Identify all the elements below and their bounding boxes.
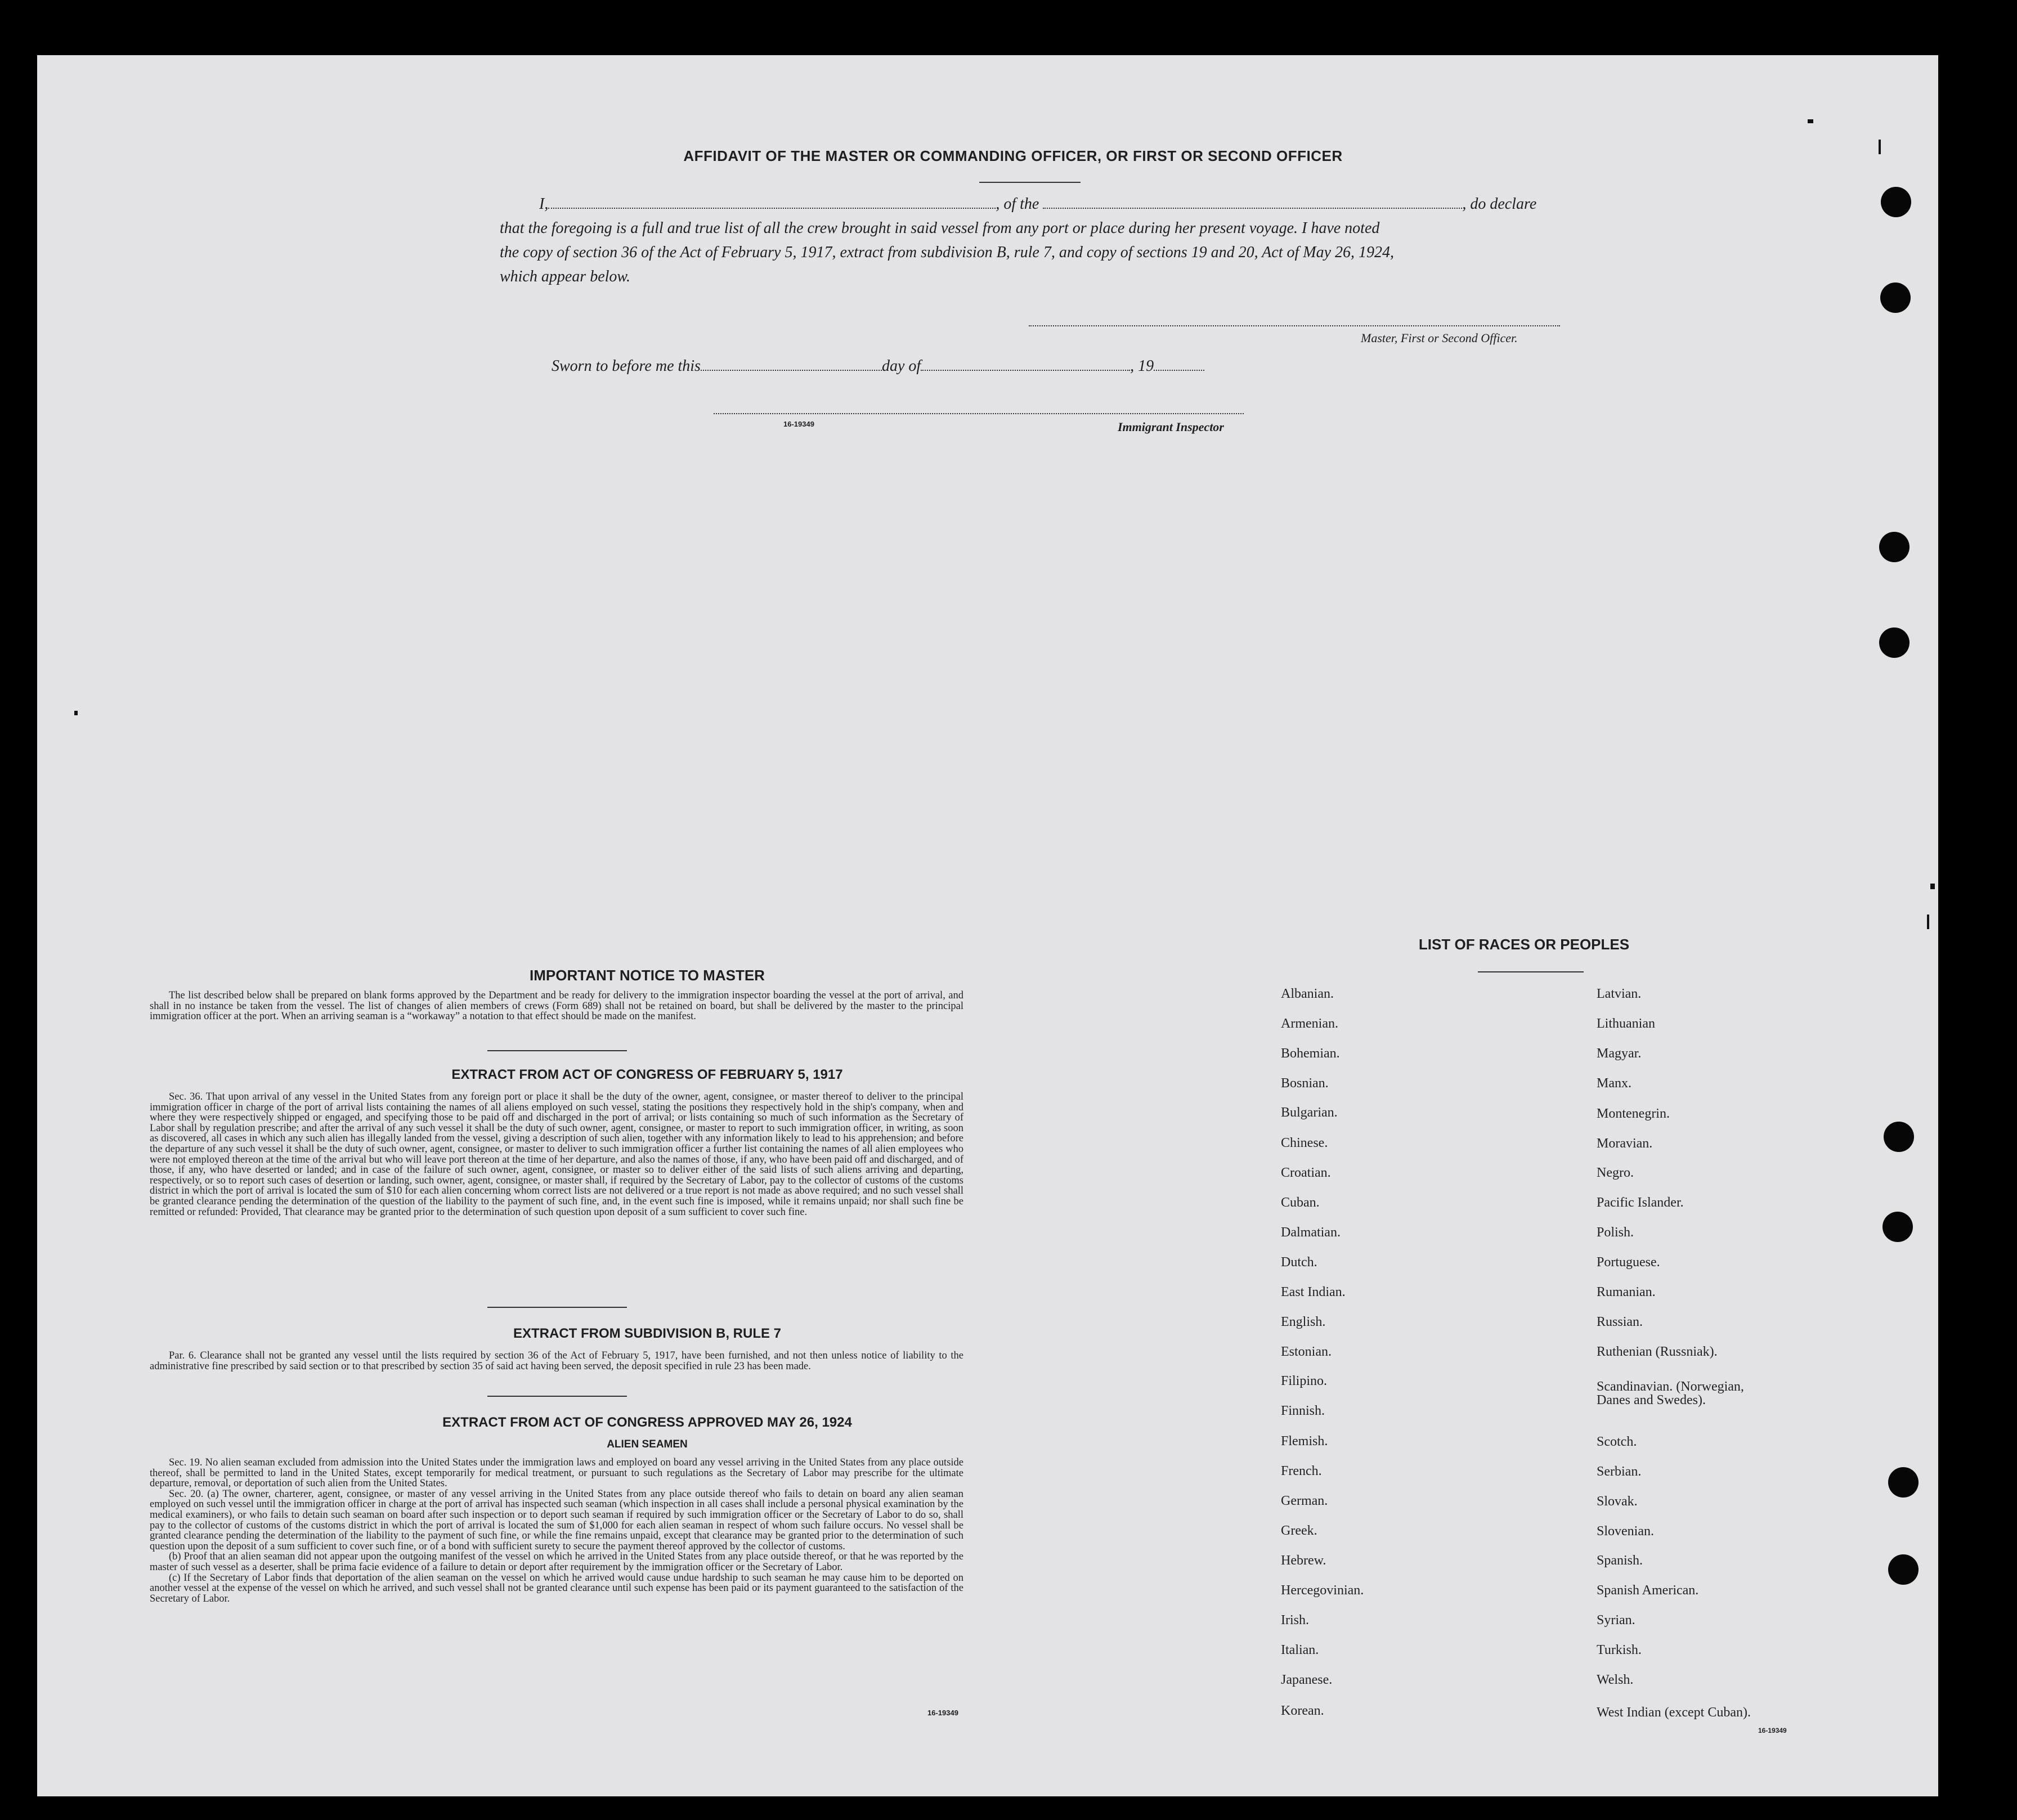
sec-20b-paragraph: (b) Proof that an alien seaman did not appear upon the outgoing manifest of the vessel on which he arrived in the United States from any place outside thereof, or that he was reported by the master of such vessel as a deserter, shall be prima facie evidence of a failure to detain or deport after requirement by the immigration officer or the Secretary of Labor. [150,1551,963,1573]
punch-hole [1882,1212,1913,1242]
race-item: Spanish American. [1597,1583,1699,1598]
race-item: Estonian. [1281,1344,1332,1359]
race-item: Hercegovinian. [1281,1583,1364,1598]
sworn-day-field[interactable] [701,358,882,371]
sec-19-paragraph: Sec. 19. No alien seaman excluded from admission into the United States under the immigration laws and employed on board any vessel arriving in the United States from any place outside thereof, shall be permitted to land in the United States, except temporarily for medical treatment, or pursuant to such regulations as the Secretary of Labor may prescribe for the ultimate departure, removal, or deportation of such alien from the United States. [150,1457,963,1490]
race-item: Scandinavian. (Norwegian, Danes and Swedes). [1597,1379,1744,1407]
punch-hole [1879,627,1910,658]
race-item: Scotch. [1597,1435,1637,1449]
race-item: Magyar. [1597,1046,1642,1061]
sworn-prefix: Sworn to before me this [552,357,701,375]
scan-mark [1879,140,1881,154]
races-form-number: 16-19349 [1758,1727,1787,1734]
race-item: Albanian. [1281,987,1334,1001]
race-item: Irish. [1281,1613,1309,1628]
race-item: Slovak. [1597,1494,1638,1509]
notice-divider [487,1050,627,1051]
punch-hole [1881,187,1911,217]
race-item: Lithuanian [1597,1016,1655,1031]
scan-mark [1927,915,1929,929]
race-item: Slovenian. [1597,1524,1654,1539]
race-item: Turkish. [1597,1643,1642,1657]
race-item: Italian. [1281,1643,1319,1657]
race-item: West Indian (except Cuban). [1597,1705,1751,1720]
extract-1917-text [150,1092,963,1217]
sworn-year-prefix: , 19 [1130,357,1154,375]
declaration-body-2: the copy of section 36 of the Act of February 5, 1917, extract from subdivision B, rule 7, and copy of sections 19 and 20, Act of May 26, 1924, [500,244,1395,261]
race-item: Bosnian. [1281,1076,1329,1091]
punch-hole [1888,1554,1919,1585]
do-declare-label: , do declare [1462,195,1537,213]
race-item: Welsh. [1597,1673,1634,1687]
race-item: Croatian. [1281,1165,1331,1180]
race-item: Armenian. [1281,1016,1338,1031]
punch-hole [1880,283,1911,313]
race-item: Bulgarian. [1281,1105,1338,1120]
notice-text [150,990,963,1022]
race-item: Korean. [1281,1704,1324,1718]
race-item: Filipino. [1281,1374,1328,1388]
alien-seamen-subtitle: ALIEN SEAMEN [607,1438,688,1450]
race-item: Flemish. [1281,1434,1328,1449]
sworn-day-of: day of [881,357,921,375]
race-item: Greek. [1281,1523,1317,1538]
race-item: English. [1281,1315,1326,1329]
sworn-line [552,357,1204,375]
par-6-paragraph: Par. 6. Clearance shall not be granted any vessel until the lists required by section 36 of the Act of February 5, 1917, have been furnished, and not then unless notice of liability to the administrative fine prescribed by said section or to that prescribed by section 35 of said act having been served, the deposit specified in rule 23 has been made. [150,1350,963,1372]
races-divider [1478,971,1584,972]
race-item: Japanese. [1281,1673,1333,1687]
races-title: LIST OF RACES OR PEOPLES [1418,936,1630,953]
race-item: Montenegrin. [1597,1106,1670,1121]
sworn-month-field[interactable] [921,358,1130,371]
sec-20c-paragraph: (c) If the Secretary of Labor finds that deportation of the alien seaman on the vessel on which he arrived would cause undue hardship to such seaman he may cause him to be deported on another vessel at the expense of the vessel on which he arrived, and such vessel shall not be granted clearance until such expense has been paid or its payment guaranteed to the satisfaction of the Secretary of Labor. [150,1572,963,1604]
notice-paragraph: The list described below shall be prepared on blank forms approved by the Department and be ready for delivery to the immigration inspector boarding the vessel at the port of arrival, and shall in no instance be taken from the vessel. The list of changes of alien members of crews (Form 689) shall not be retained on board, but shall be delivered by the master to the principal immigration officer at the port. When an arriving seaman is a “workaway” a notation to that effect should be made on the manifest. [150,990,963,1023]
race-item: Manx. [1597,1076,1631,1091]
race-item: Ruthenian (Russniak). [1597,1344,1718,1359]
declaration-body-3: which appear below. [500,268,631,285]
punch-hole [1879,532,1910,562]
punch-hole [1884,1122,1914,1152]
race-item: Russian. [1597,1315,1643,1329]
scan-mark [1930,884,1935,889]
race-item: Moravian. [1597,1136,1653,1151]
affidavit-form-number: 16-19349 [783,420,814,428]
sec-20a-paragraph: Sec. 20. (a) The owner, charterer, agent, consignee, or master of any vessel arriving in the United States from any place outside thereof who fails to detain on board any alien seaman employed on such vessel until the immigration officer in charge at the port of arrival has inspected such seaman (which inspection in all cases shall include a personal physical examination by the medical examiners), or who fails to detain such seaman on board after such inspection or to deport such seaman if required by such immigration officer or the Secretary of Labor to do so, shall pay to the collector of customs of the customs district in which the port of arrival is located the sum of $1,000 for each alien seaman in respect of whom such failure occurs. No vessel shall be granted clearance pending the determination of the liability to the payment of such fine, or while the fine remains unpaid, except that clearance may be granted prior to the determination of such question upon the deposit of a sum sufficient to cover such fine, or of a bond with sufficient surety to secure the payment thereof approved by the collector of customs. [150,1488,963,1552]
race-item: Rumanian. [1597,1285,1656,1299]
race-item: Hebrew. [1281,1553,1326,1568]
officer-name-field[interactable] [548,196,996,209]
extract-rule7-text [150,1351,963,1371]
declarant-prefix: I, [539,195,549,213]
master-signature-field[interactable] [1029,314,1560,326]
inspector-label: Immigrant Inspector [1118,420,1224,434]
declaration-line [539,195,1563,213]
race-item: Pacific Islander. [1597,1195,1684,1210]
vessel-name-field[interactable] [1043,196,1462,209]
race-item: Bohemian. [1281,1046,1340,1061]
scan-mark [1808,119,1813,123]
race-item: Serbian. [1597,1464,1642,1479]
race-item: Latvian. [1597,987,1642,1001]
notice-title: IMPORTANT NOTICE TO MASTER [530,967,765,984]
declaration-body-1: that the foregoing is a full and true list of all the crew brought in said vessel from any port or place during her present voyage. I have noted [500,219,1380,237]
sec-36-paragraph: Sec. 36. That upon arrival of any vessel in the United States from any foreign port or place it shall be the duty of the owner, agent, consignee, or master thereof to deliver to the principal immigration officer in charge of the port of arrival lists containing the names of all aliens employed on such vessel, stating the positions they respectively hold in the ship's company, when and where they were respectively shipped or engaged, and specifying those to be paid off and discharged in the port of arrival; or lists containing so much of such information as the Secretary of Labor shall by regulation prescribe; and after the arrival of any such vessel it shall be the duty of such owner, agent, consignee, or master to report to such immigration officer, in writing, as soon as discovered, all cases in which any such alien has illegally landed from the vessel, giving a description of such alien, together with any information likely to lead to his apprehension; and before the departure of any such vessel it shall be the duty of such owner, agent, consignee, or master to deliver to such immigration officer a further list containing the names of all alien employees who were not employed thereon at the time of the arrival but who will leave port thereon at the time of her departure, and also the names of those, if any, who have been paid off and discharged, and of those, if any, who have deserted or landed; and in case of the failure of such owner, agent, consignee, or master so to deliver either of the said lists of such aliens arriving and departing, respectively, or so to report such cases of desertion or landing, such owner, agent, consignee, or master shall, if required by the Secretary of Labor, pay to the collector of customs of the customs district in which the port of arrival is located the sum of $10 for each alien concerning whom correct lists are not delivered or a true report is not made as above required; and no such vessel shall be granted clearance pending the determination of the question of the liability to the payment of such fine, and, in the event such fine is imposed, while it remains unpaid; nor shall such fine be remitted or refunded: Provided, That clearance may be granted prior to the determination of such question upon deposit of a sum sufficient to cover such fine. [150,1091,963,1218]
master-signature-label: Master, First or Second Officer. [1361,331,1518,345]
race-item: Portuguese. [1597,1255,1660,1270]
race-item: French. [1281,1464,1322,1478]
title-divider [979,182,1081,183]
extract-1917-divider [487,1307,627,1308]
extract-form-number: 16-19349 [927,1709,958,1717]
affidavit-title: AFFIDAVIT OF THE MASTER OR COMMANDING OFFICER, OR FIRST OR SECOND OFFICER [683,147,1343,164]
of-the-label: , of the [996,195,1039,213]
inspector-signature-field[interactable] [714,402,1244,414]
race-item: East Indian. [1281,1285,1346,1299]
extract-1917-title: EXTRACT FROM ACT OF CONGRESS OF FEBRUARY 5, 1917 [451,1067,843,1082]
race-item: German. [1281,1494,1328,1508]
race-item: Dutch. [1281,1255,1317,1270]
race-item: Chinese. [1281,1136,1328,1150]
extract-rule7-title: EXTRACT FROM SUBDIVISION B, RULE 7 [513,1326,782,1341]
sworn-year-field[interactable] [1154,358,1204,371]
extract-1924-text [150,1458,963,1604]
race-item: Spanish. [1597,1553,1643,1568]
race-item: Finnish. [1281,1404,1325,1418]
race-item: Dalmatian. [1281,1225,1341,1240]
race-item: Syrian. [1597,1613,1635,1628]
extract-1924-title: EXTRACT FROM ACT OF CONGRESS APPROVED MAY 26, 1924 [442,1415,852,1430]
punch-hole [1888,1467,1919,1498]
scan-mark [74,711,78,715]
race-item: Polish. [1597,1225,1634,1240]
race-item: Negro. [1597,1165,1634,1180]
race-item: Cuban. [1281,1195,1320,1210]
extract-rule7-divider [487,1396,627,1397]
